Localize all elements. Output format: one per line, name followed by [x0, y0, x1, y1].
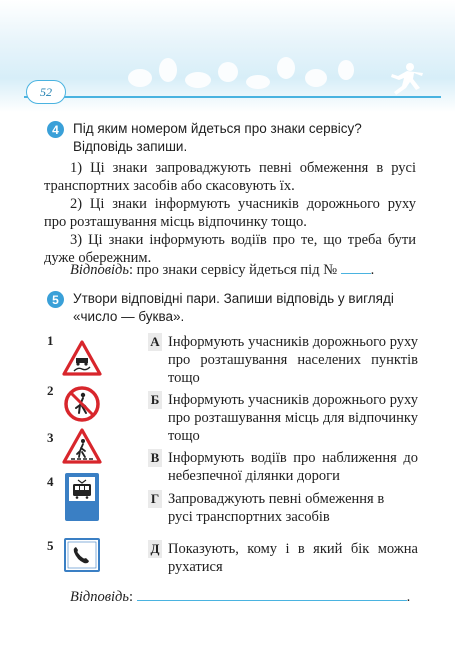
task-4-statement-2: 2) Ці знаки інформують учасників дорожнього руху про розташування місць відпочинку тощо.	[44, 196, 416, 230]
task-4-question: Під яким номером йдеться про знаки сервісу? Відповідь запиши.	[73, 121, 362, 154]
header-line	[24, 96, 441, 98]
option-v-text: Інформують водіїв про наближення до небезпечної ділянки дороги	[168, 450, 418, 484]
sign-5-number: 5	[47, 538, 54, 553]
task-5-number: 5	[47, 291, 64, 308]
task-4-answer: Відповідь: про знаки сервісу йдеться під № .	[70, 262, 375, 278]
runner-icon	[380, 62, 430, 98]
task-5-question: Утвори відповідні пари. Запиши відповідь у вигляді «число — буква».	[73, 291, 394, 324]
sign-3-number: 3	[47, 430, 54, 445]
sign-1-number: 1	[47, 333, 54, 348]
task-4-answer-blank[interactable]	[341, 273, 371, 274]
option-g-letter: Г	[148, 490, 162, 508]
task-5-answer-blank[interactable]	[137, 600, 407, 601]
task-5-answer: Відповідь: .	[70, 589, 411, 605]
option-g-text: Запроваджують певні обмеження в русі транспортних засобів	[168, 491, 385, 525]
option-a-text: Інформують учасників дорожнього руху про розташування населених пунктів тощо	[168, 334, 418, 386]
task-4-number: 4	[47, 121, 64, 138]
page-number: 52	[26, 80, 66, 104]
header-decoration	[120, 48, 370, 98]
slippery-road-warning-icon	[62, 340, 102, 376]
pedestrian-crossing-warning-icon	[62, 428, 102, 464]
sign-2-number: 2	[47, 383, 54, 398]
task-4-answer-label: Відповідь	[70, 262, 129, 278]
task-5-answer-label: Відповідь	[70, 589, 129, 605]
task-4-statement-3: 3) Ці знаки інформують водіїв про те, що треба бути дуже обережним.	[44, 232, 416, 266]
option-d-letter: Д	[148, 540, 162, 558]
option-a-letter: А	[148, 333, 162, 351]
no-pedestrians-icon	[64, 386, 100, 422]
tram-stop-icon	[64, 472, 100, 522]
option-b-text: Інформують учасників дорожнього руху про розташування місць для відпочинку тощо	[168, 392, 418, 444]
sign-4-number: 4	[47, 474, 54, 489]
telephone-icon	[64, 538, 100, 572]
option-d-text: Показують, кому і в який бік можна рухатися	[168, 541, 418, 575]
task-4-statement-1: 1) Ці знаки запроваджують певні обмеження в русі транспортних засобів або скасовують їх.	[44, 160, 416, 194]
option-b-letter: Б	[148, 391, 162, 409]
option-v-letter: В	[148, 449, 162, 467]
task-4-answer-text: : про знаки сервісу йдеться під №	[128, 262, 338, 278]
